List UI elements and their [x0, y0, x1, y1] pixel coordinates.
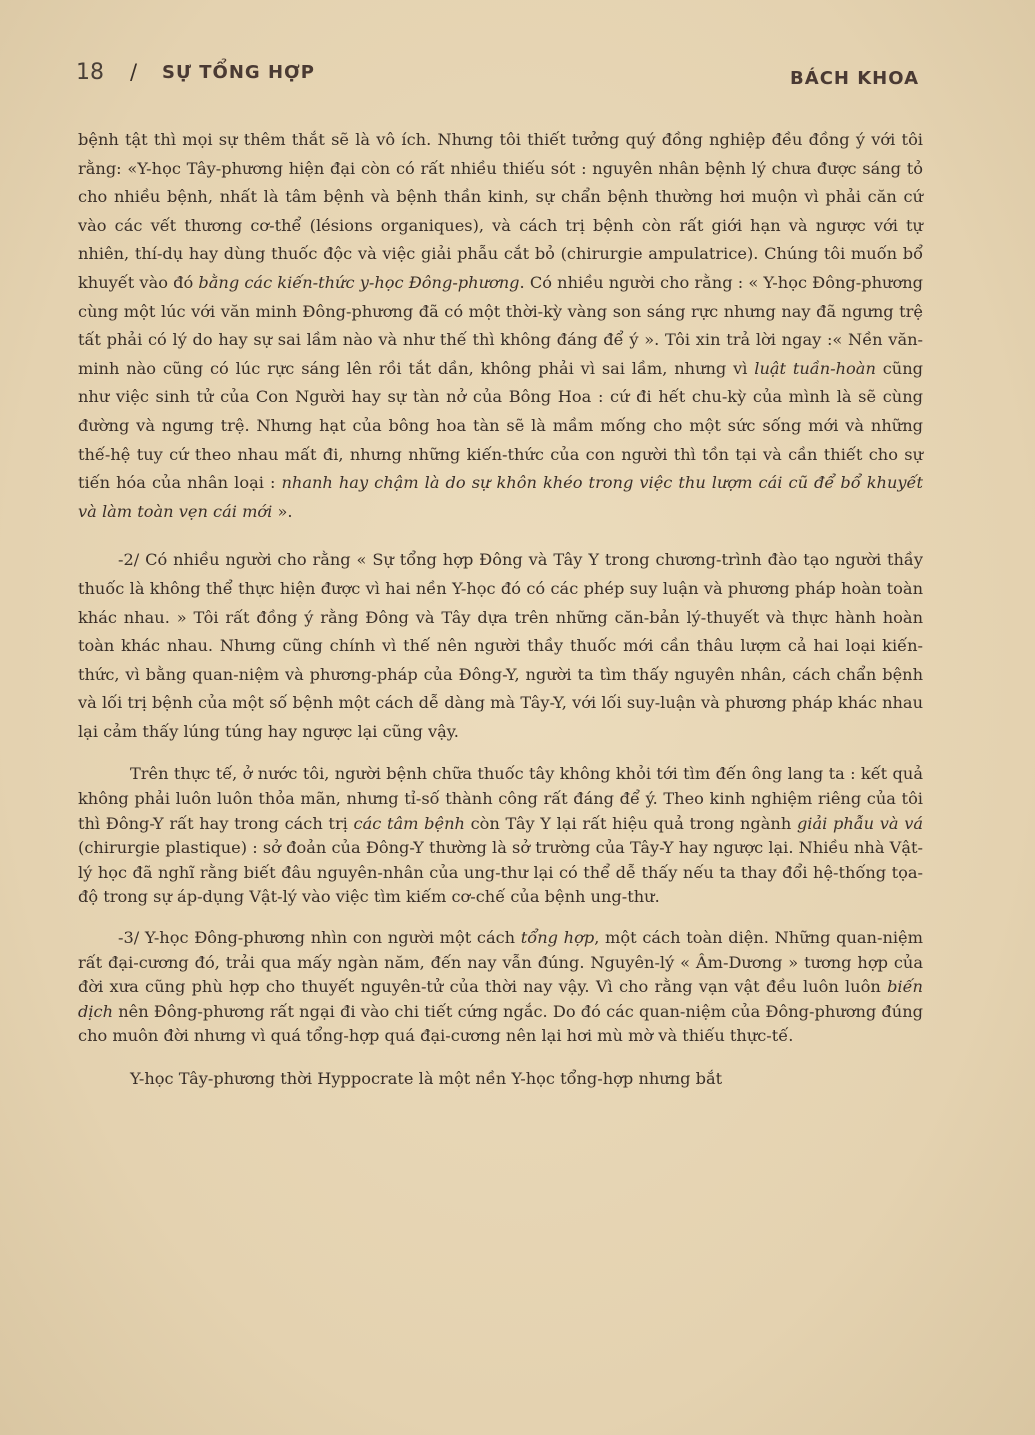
text-run: ».: [272, 501, 293, 521]
text-run: -2/ Có nhiều người cho rằng « Sự tổng hợp Đông và Tây Y trong chương-trình đào tạo người thầy thuốc là không thể thực hiện được vì hai nền Y-học đó có các phép suy luận và phương pháp hoàn toàn khác nhau. » Tôi rất đồng ý rằng Đông và Tây dựa trên những căn-bản lý-thuyết và thực hành hoàn toàn khác nhau. Nhưng cũng chính vì thế nên người thầy thuốc mới cần thâu lượm cả hai loại kiến-thức, vì bằng quan-niệm và phương-pháp của Đông-Y, người ta tìm thấy nguyên nhân, cách chẩn bệnh và lối trị bệnh của một số bệnh một cách dễ dàng mà Tây-Y, với lối suy-luận và phương pháp khác nhau lại cảm thấy lúng túng hay ngược lại cũng vậy.: [78, 550, 923, 741]
italic-text-run: tổng hợp: [520, 928, 595, 948]
paragraph-hippocrate: [78, 1065, 923, 1094]
paragraph-point-2: [78, 546, 923, 746]
text-run: còn Tây Y lại rất hiệu quả trong ngành: [464, 813, 797, 833]
italic-text-run: bằng các kiến-thức y-học Đông-phương: [198, 272, 520, 292]
italic-text-run: nhanh hay chậm là do sự khôn khéo trong việc thu lượm cái cũ để bổ khuyết và làm toàn vẹn cái mới: [78, 473, 923, 521]
magazine-name: BÁCH KHOA: [790, 68, 919, 89]
text-run: cũng như việc sinh tử của Con Người hay sự tàn nở của Bông Hoa : cứ đi hết chu-kỳ của mình là sẽ cùng đường và ngưng trệ. Nhưng hạt của bông hoa tàn sẽ là mầm mống cho một sức sống mới và những thế-hệ tuy cứ theo nhau mất đi, nhưng những kiến-thức của con người thì tồn tại và cần thiết cho sự tiến hóa của nhân loại :: [78, 358, 923, 493]
paragraph-point-3: [78, 926, 923, 1049]
paragraph-practice: [78, 762, 923, 910]
article-body: [78, 126, 923, 1110]
text-run: (chirurgie plastique) : sở đoản của Đông-Y thường là sở trường của Tây-Y hay ngược lại. Nhiều nhà Vật-lý học đã nghĩ rằng biết đâu nguyên-nhân của ung-thư lại có thể dễ thấy nếu ta thay đổi hệ-thống tọa-độ trong sự áp-dụng Vật-lý vào việc tìm kiếm cơ-chế của bệnh ung-thư.: [78, 838, 923, 907]
text-run: bệnh tật thì mọi sự thêm thắt sẽ là vô ích. Nhưng tôi thiết tưởng quý đồng nghiệp đều đồng ý với tôi rằng: «Y-học Tây-phương hiện đại còn có rất nhiều thiếu sót : nguyên nhân bệnh lý chưa được sáng tỏ cho nhiều bệnh, nhất là tâm bệnh và bệnh thần kinh, sự chẩn bệnh thường hơi muộn vì phải căn cứ vào các vết thương cơ-thể (lésions organiques), và cách trị bệnh còn rất giới hạn và ngược với tự nhiên, thí-dụ hay dùng thuốc độc và việc giải phẫu cắt bỏ (chirurgie ampulatrice). Chúng tôi muốn bổ khuyết vào đó: [78, 130, 923, 292]
italic-text-run: các tâm bệnh: [353, 813, 465, 833]
text-run: nên Đông-phương rất ngại đi vào chi tiết cứng ngắc. Do đó các quan-niệm của Đông-phương đúng cho muôn đời nhưng vì quá tổng-hợp quá đại-cương nên lại hơi mù mờ và thiếu thực-tế.: [78, 1001, 923, 1046]
text-run: Y-học Tây-phương thời Hyppocrate là một nền Y-học tổng-hợp nhưng bắt: [130, 1069, 723, 1088]
section-title: SỰ TỔNG HỢP: [162, 62, 315, 83]
text-run: -3/ Y-học Đông-phương nhìn con người một cách: [118, 928, 521, 948]
page-header: [76, 60, 919, 94]
italic-text-run: giải phẫu và vá: [796, 813, 924, 833]
text-run: Trên thực tế, ở nước tôi, người bệnh chữa thuốc tây không khỏi tới tìm đến ông lang ta : kết quả không phải luôn luôn thỏa mãn, nhưng tỉ-số thành công rất đáng để ý. Theo kinh nghiệm riêng của tôi thì Đông-Y rất hay trong cách trị: [78, 764, 923, 833]
italic-text-run: biến dịch: [78, 977, 923, 1021]
italic-text-run: luật tuần-hoàn: [754, 358, 876, 378]
page-number: 18: [76, 60, 104, 85]
text-run: . Có nhiều người cho rằng : « Y-học Đông-phương cùng một lúc với văn minh Đông-phương đã có một thời-kỳ vàng son sáng rực nhưng nay đã ngưng trệ tất phải có lý do hay sự sai lầm nào và như thế thì không đáng để ý ». Tôi xin trả lời ngay :« Nền văn-minh nào cũng có lúc rực sáng lên rồi tắt dần, không phải vì sai lầm, nhưng vì: [78, 272, 923, 378]
header-separator: /: [130, 60, 138, 84]
paragraph-continuation: [78, 126, 923, 526]
text-run: , một cách toàn diện. Những quan-niệm rất đại-cương đó, trải qua mấy ngàn năm, đến nay vẫn đúng. Nguyên-lý « Âm-Dương » tương hợp của đời xưa cũng phù hợp cho thuyết nguyên-tử của thời nay vậy. Vì cho rằng vạn vật đều luôn luôn: [78, 928, 923, 997]
